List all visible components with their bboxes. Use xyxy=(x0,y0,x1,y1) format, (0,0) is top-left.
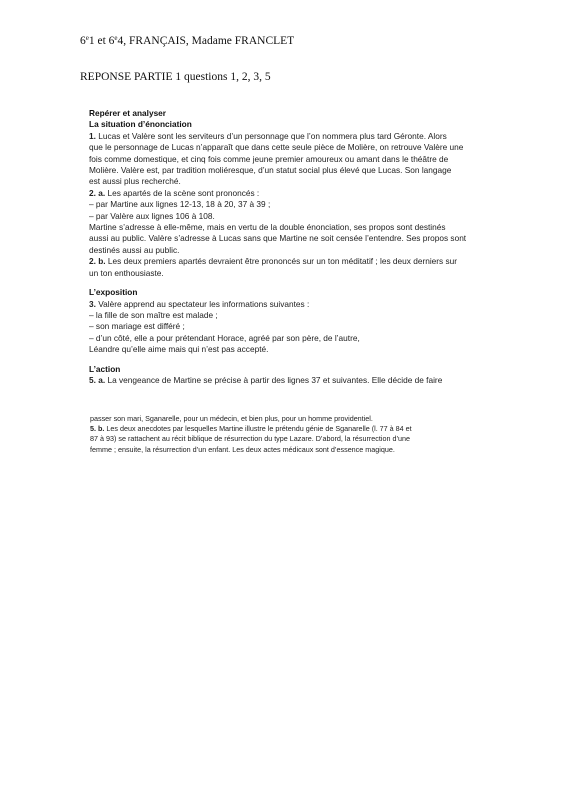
q2a-line-4: aussi au public. Valère s’adresse à Lucas sans que Martine ne soit censée l’entendre. Ses propos sont xyxy=(89,233,467,244)
q2a-line-5: destinés aussi au public. xyxy=(89,244,180,255)
tail-line-4: femme ; ensuite, la résurrection d’un enfant. Les deux actes médicaux sont d’essence magique. xyxy=(90,444,395,454)
tail-line-2: Les deux anecdotes par lesquelles Martine illustre le prétendu génie de Sganarelle (l. 77 à 84 et xyxy=(106,424,412,434)
header-class-part1: 6 xyxy=(80,35,86,47)
header-class-part3: 4, FRANÇAIS, Madame FRANCLET xyxy=(117,35,295,47)
q1-text-1: Lucas et Valère sont les serviteurs d’un personnage que l’on nommera plus tard Géronte. Alors xyxy=(98,130,447,141)
q2a-number: 2. a. xyxy=(89,187,106,198)
q5a-line xyxy=(89,375,509,386)
q5a-number: 5. a. xyxy=(89,374,106,385)
scanned-answer-continuation xyxy=(90,414,490,455)
header-class-part2: 1 et 6 xyxy=(88,35,115,47)
q2a-intro-line xyxy=(89,188,509,199)
exposition-title: L’exposition xyxy=(89,287,138,298)
q3-intro: Valère apprend au spectateur les informations suivantes : xyxy=(98,298,310,309)
q3-number: 3. xyxy=(89,298,96,309)
q1-number: 1. xyxy=(89,130,96,141)
q2a-line-3: Martine s’adresse à elle-même, mais en vertu de la double énonciation, ses propos sont destinés xyxy=(89,222,446,233)
q2a-line-2: – par Valère aux lignes 106 à 108. xyxy=(89,210,215,221)
q3-line-2: – son mariage est différé ; xyxy=(89,321,185,332)
section-title: Repérer et analyser xyxy=(89,108,167,118)
q3-intro-line xyxy=(89,299,509,310)
document-header xyxy=(80,34,294,48)
q3-line-4: Léandre qu’elle aime mais qui n’est pas accepté. xyxy=(89,344,269,355)
q1-line-3: fois comme domestique, et cinq fois comme jeune premier amoureux ou amant dans le théâtre de xyxy=(89,153,449,164)
tail-line-1: passer son mari, Sganarelle, pour un médecin, et bien plus, pour un homme providentiel. xyxy=(90,414,373,423)
header-sup1: e xyxy=(85,34,89,42)
q5b-number: 5. b. xyxy=(90,424,105,434)
q5a-text: La vengeance de Martine se précise à partir des lignes 37 et suivantes. Elle décide de faire xyxy=(107,374,443,385)
q1-line-2: que le personnage de Lucas n’apparaît que dans cette seule pièce de Molière, on retrouve Valère une xyxy=(89,142,464,153)
tail-line-3: 87 à 93) se rattachent au récit biblique de résurrection du type Lazare. D’abord, la résurrection d’une xyxy=(90,434,411,444)
q3-line-1: – la fille de son maître est malade ; xyxy=(89,309,218,320)
q5b-line-1 xyxy=(90,424,490,434)
q1-line-1 xyxy=(89,131,509,142)
document-subtitle: REPONSE PARTIE 1 questions 1, 2, 3, 5 xyxy=(80,71,271,83)
q2b-number: 2. b. xyxy=(89,256,106,267)
q2b-line-1 xyxy=(89,256,509,267)
scanned-answer-block xyxy=(89,108,509,386)
q3-line-3: – d’un côté, elle a pour prétendant Horace, agréé par son père, de l’autre, xyxy=(89,332,360,343)
q1-line-4: Molière. Valère est, par tradition moliéresque, d’un statut social plus élevé que Lucas. Son langage xyxy=(89,165,452,176)
header-sup2: e xyxy=(114,34,118,42)
q1-line-5: est aussi plus recherché. xyxy=(89,176,181,187)
q2a-intro: Les apartés de la scène sont prononcés : xyxy=(107,187,260,198)
q2b-text-1: Les deux premiers apartés devraient être prononcés sur un ton méditatif ; les deux derniers sur xyxy=(107,256,458,267)
action-title: L’action xyxy=(89,363,121,374)
situation-title: La situation d’énonciation xyxy=(89,119,192,130)
q2a-line-1: – par Martine aux lignes 12-13, 18 à 20, 37 à 39 ; xyxy=(89,199,271,210)
q2b-line-2: un ton enthousiaste. xyxy=(89,267,164,278)
